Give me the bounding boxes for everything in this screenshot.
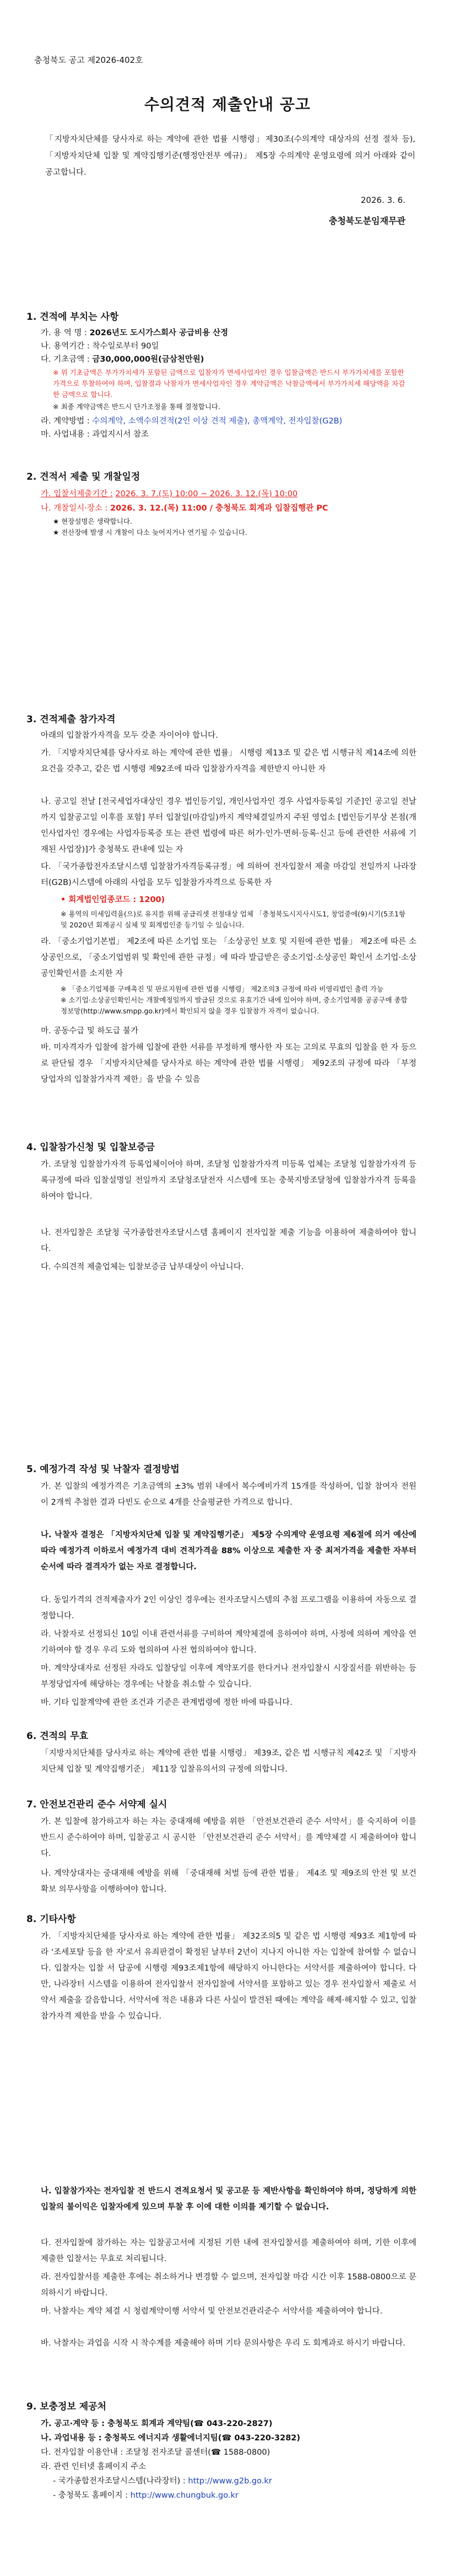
section-8-item-da: 다. 전자입찰에 참가하는 자는 입찰공고서에 지정된 기한 내에 전자입찰서를 제출하여야 하며, 기한 이후에 제출한 입찰서는 무효로 처리됩니다. <box>41 2239 416 2263</box>
section-5-item-ma: 마. 계약상대자로 선정된 자라도 입찰당일 이후에 계약포기를 한다거나 전자입찰시 시장질서를 위반하는 등 부정당업자에 해당하는 경우에는 낙찰을 취소할 수 있습니다. <box>41 1664 416 1689</box>
contact-task: 나. 과업내용 등 : 충청북도 에너지과 생활에너지팀(☎ 043-220-3282) <box>41 2434 301 2443</box>
section-1-item <box>41 340 416 353</box>
section-3-item-ba: 바. 미자격자가 입찰에 참가해 입찰에 관한 서류를 부정하게 행사한 자 또는 고의로 무효의 입찰을 한 자 등으로 판단될 경우 「지방자치단체를 당사자로 하는 계약에 관한 법률 시행령」 제92조의 규정에 따라 「부정당업자의 입찰참가자격 제한」을 받을 수 있음 <box>41 1043 416 1084</box>
price-note: ※ 최종 계약금액은 반드시 단가조정을 통해 결정합니다. <box>53 402 220 411</box>
related-sites: 라. 관련 인터넷 홈페이지 주소 <box>41 2462 147 2471</box>
section-3-item-da: 다. 「국가종합전자조달시스템 입찰참가자격등록규정」에 의하여 전자입찰서 제출 마감일 전일까지 나라장터(G2B)시스템에 아래의 사업을 모두 입찰참가자격으로 등록한 자 <box>41 862 416 887</box>
section-3-item-ra: 라. 「중소기업기본법」 제2조에 따른 소기업 또는 「소상공인 보호 및 지원에 관한 법률」 제2조에 따른 소상공인으로, 「중소기업범위 및 확인에 관한 규정」에 따라 발급받은 중소기업·소상공인 확인서 소기업·소상공인확인서를 소지한 자 <box>41 937 416 978</box>
section-3-note: ※ 용역의 미세입력을(으)로 유지를 위해 공급리셋 전정대상 업체 「충청북도시지사시도1, 창업중에(9)시기(5조1항 및 2020년 회계공시 실체 및 회계법인중 등기일 수 있습니다. <box>61 910 406 929</box>
section-3-heading: 3. 견적제출 참가자격 <box>26 714 116 725</box>
item-value: 수의계약, 소액수의견적(2인 이상 견적 제출), 총액계약, 전자입찰(G2B) <box>92 417 343 426</box>
item-label: 라. 계약방법 : <box>41 417 90 426</box>
section-7-heading: 7. 안전보건관리 준수 서약제 실시 <box>26 1799 167 1810</box>
section-7-item-ga: 가. 본 입찰에 참가하고자 하는 자는 중대재해 예방을 위한 「안전보건관리 준수 서약서」를 숙지하여 이를 반드시 준수하여야 하며, 입찰공고 시 공시한 「안전보건관리 준수 서약서」를 계약체결 시 제출하여야 합니다. <box>41 1817 416 1858</box>
intro-paragraph: 「지방자치단체를 당사자로 하는 계약에 관한 법률 시행령」제30조(수의계약 대상자의 선정 절차 등), 「지방자치단체 입찰 및 계약집행기준(행정안전부 예규)」 제5장 수의계약 운영요령에 의거 아래와 같이 공고합니다. <box>45 135 415 177</box>
section-3-item-na: 나. 공고일 전날 [전국세업자대상인 경우 법인등기일, 개인사업자인 경우 사업자등록일 기준]인 공고일 전날까지 입찰공고일 이후를 포함] 부터 입찰일(마감일)까지 계약체결일까지 주된 영업소 [법인등기부상 본점(개인사업자인 경우에는 사업자등록증 또는 관련 법령에 따른 허가·인가·면허·등록·신고 등에 관련한 서류에 기재된 사업장)]가 충청북도 관내에 있는 자 <box>41 797 416 854</box>
section-2-item <box>41 487 416 501</box>
section-3-item-ga: 가. 「지방자치단체를 당사자로 하는 계약에 관한 법률」 시행령 제13조 및 같은 법 시행규칙 제14조에 의한 요건을 갖추고, 같은 법 시행령 제92조에 따라 입찰참가자격을 제한받지 아니한 자 <box>41 749 416 774</box>
site-label: - 국가종합전자조달시스템(나라장터) : <box>53 2477 186 2486</box>
section-2-heading: 2. 견적서 제출 및 개찰일정 <box>26 471 140 482</box>
section-8-item-ma: 마. 낙찰자는 계약 체결 시 청렴계약이행 서약서 및 안전보건관리준수 서약서를 제출하여야 합니다. <box>41 2307 383 2316</box>
item-value: 과업지시서 참조 <box>92 430 149 439</box>
section-3-item-ma: 마. 공동수급 및 하도급 불가 <box>41 1027 139 1035</box>
item-value: 금30,000,000원(금삼천만원) <box>92 355 204 364</box>
item-label: 마. 사업내용 : <box>41 430 90 439</box>
g2b-link[interactable]: http://www.g2b.go.kr <box>188 2477 272 2486</box>
section-8-item-ba: 바. 낙찰자는 과업을 시작 시 착수계를 제출해야 하며 기타 문의사항은 우리 도 회계과로 하시기 바랍니다. <box>41 2339 406 2348</box>
section-5-item-na: 나. 낙찰자 결정은 「지방자치단체 입찰 및 계약집행기준」 제5장 수의계약 운영요령 제6절에 의거 예산에 따라 예정가격 이하로서 예정가격 대비 견적가격을 88% 이상으로 제출한 자 중 최저가격을 제출한 자부터 순서에 따라 결격자가 없는 자로 결정합니다. <box>41 1531 416 1571</box>
section-3-lead: 아래의 입찰참가자격을 모두 갖춘 자이어야 합니다. <box>41 731 218 740</box>
note: ★ 전산장애 발생 시 개찰이 다소 늦어지거나 연기될 수 있습니다. <box>53 528 247 536</box>
section-1-item <box>41 353 416 366</box>
item-value: 2026. 3. 12.(목) 11:00 / 충청북도 회계과 입찰집행관 PC <box>110 504 328 513</box>
section-4-item-na: 나. 전자입찰은 조달청 국가종합전자조달시스템 홈페이지 전자입찰 제출 기능을 이용하여 제출하여야 합니다. <box>41 1228 416 1253</box>
section-7-item-na: 나. 계약상대자는 중대재해 예방을 위해 「중대재해 처벌 등에 관한 법률」 제4조 및 제9조의 안전 및 보건 확보 의무사항을 이행하여야 합니다. <box>41 1869 416 1894</box>
section-2-item <box>41 502 416 515</box>
item-value: 착수일로부터 90일 <box>92 342 159 351</box>
section-5-item-ba: 바. 기타 입찰계약에 관한 조건과 기준은 관계법령에 정한 바에 따릅니다. <box>41 1698 292 1707</box>
item-value: 2026. 3. 7.(토) 10:00 ~ 2026. 3. 12.(목) 10:00 <box>115 490 298 498</box>
section-4-item-da: 다. 수의견적 제출업체는 입찰보증금 납부대상이 아닙니다. <box>41 1263 244 1271</box>
section-1-heading: 1. 견적에 부치는 사항 <box>26 312 119 323</box>
item-label: 나. 용역기간 : <box>41 342 90 351</box>
page-title: 수의견적 제출안내 공고 <box>144 95 311 114</box>
site-link-row <box>53 2475 272 2488</box>
section-1-item <box>41 428 416 441</box>
item-value: 2026년도 도시가스회사 공급비용 산정 <box>89 329 229 337</box>
section-8-item-ga: 가. 「지방자치단체를 당사자로 하는 계약에 관한 법률」 제32조의5 및 같은 법 시행령 제93조 제1항에 따라 '조세포탈 등을 한 자'로서 유죄판결이 확정된 날부터 2년이 지나지 아니한 자는 입찰에 참여할 수 없습니다. 입찰자는 입찰 서 답공에 시행령 제93조제1항에 해당하지 아니한다는 서약서를 제출하여야 합니다. 다만, 나라장터 시스템을 이용하여 전자입찰서 전자입찰에 서약서를 포함하고 있는 경우 전자입찰서 제출로 서약서 제출을 갈음합니다. 서약서에 적은 내용과 다른 사실이 발견된 때에는 계약을 해제·해지할 수 있고, 입찰 참가자격 제한을 받을 수 있습니다. <box>41 1932 416 2021</box>
section-5-item-da: 다. 동일가격의 견적제출자가 2인 이상인 경우에는 전자조달시스템의 추첨 프로그램을 이용하여 자동으로 결정합니다. <box>41 1596 416 1620</box>
item-label: 나. 개찰일시·장소 : <box>41 504 108 513</box>
document-number: 충청북도 공고 제2026-402호 <box>34 55 143 65</box>
contact-contract: 가. 공고·계약 등 : 충청북도 회계과 계약팀(☎ 043-220-2827) <box>41 2419 273 2428</box>
section-4-item-ga: 가. 조달청 입찰참가자격 등록업체이어야 하며, 조달청 입찰참가자격 미등록 업체는 조달청 입찰참가자격 등록규정에 따라 입찰설명일 전일까지 조달청조달전자 시스템에 또는 충북지방조달청에 입찰참가자격 등록을 하여야 합니다. <box>41 1160 416 1201</box>
section-3-note: ※ 소기업·소상공인확인서는 개찰예정일까지 발급된 것으로 유효기간 내에 있어야 하며, 중소기업제품 공공구매 종합정보망(http://www.smpp.go.kr)에서 확인되지 않을 경우 입찰참가 자격이 없습니다. <box>61 996 408 1015</box>
note: ★ 현장설명은 생략합니다. <box>53 517 132 525</box>
site-label: - 충청북도 홈페이지 : <box>53 2491 128 2500</box>
section-1-item <box>41 326 416 340</box>
chungbuk-link[interactable]: http://www.chungbuk.go.kr <box>130 2491 239 2500</box>
industry-code: • 회계법인업종코드 : 1200) <box>61 895 165 904</box>
section-9-heading: 9. 보충정보 제공처 <box>26 2401 107 2412</box>
vat-note: ※ 위 기초금액은 부가가치세가 포함된 금액으로 입찰자가 면세사업자인 경우 입찰금액은 반드시 부가가치세를 포함한 가격으로 투찰하여야 하며, 입찰결과 낙찰자가 면세사업자인 경우 계약금액은 낙찰금액에서 부가가치세 해당액을 차감한 금액으로 합니다. <box>53 368 405 399</box>
item-label: 가. 입찰서제출기간 : <box>41 490 113 498</box>
item-label: 다. 기초금액 : <box>41 355 90 364</box>
section-8-item-ra: 라. 전자입찰서를 제출한 후에는 취소하거나 변경할 수 없으며, 전자입찰 마감 시간 이후 1588-0800으로 문의하시기 바랍니다. <box>41 2273 416 2298</box>
section-5-heading: 5. 예정가격 작성 및 낙찰자 결정방법 <box>26 1464 180 1475</box>
section-6-body: 「지방자치단체를 당사자로 하는 계약에 관한 법률 시행령」 제39조, 같은 법 시행규칙 제42조 및 「지방자치단체 입찰 및 계약집행기준」 제11장 입찰유의서의 규정에 의합니다. <box>41 1749 416 1774</box>
section-4-heading: 4. 입찰참가신청 및 입찰보증금 <box>26 1142 155 1153</box>
section-5-item-ga: 가. 본 입찰의 예정가격은 기초금액의 ±3% 범위 내에서 복수예비가격 15개를 작성하여, 입찰 참여자 전원이 2개씩 추첨한 결과 다빈도 순으로 4개를 산술평균한 가격으로 합니다. <box>41 1482 416 1507</box>
site-link-row <box>53 2489 239 2502</box>
section-8-item-na: 나. 입찰참가자는 전자입찰 전 반드시 견적요청서 및 공고문 등 제반사항을 확인하여야 하며, 정당하게 의한 입찰의 불이익은 입찰자에게 있으며 투찰 후 이에 대한 이의를 제기할 수 없습니다. <box>41 2187 416 2212</box>
section-8-heading: 8. 기타사항 <box>26 1914 76 1925</box>
section-6-heading: 6. 견적의 무효 <box>26 1731 89 1742</box>
announcement-date: 2026. 3. 6. <box>360 195 405 205</box>
section-3-note: ※ 「중소기업제품 구매촉진 및 판로지원에 관한 법률 시행령」 제2조의3 규정에 따라 비영리법인 출력 가능 <box>61 985 384 993</box>
item-label: 가. 용 역 명 : <box>41 329 87 337</box>
issuer-name: 충청북도분임재무관 <box>328 216 405 226</box>
contact-g2b: 다. 전자입찰 이용안내 : 조달청 전자조달 콜센터(☎ 1588-0800) <box>41 2448 270 2457</box>
section-5-item-ra: 라. 낙찰자로 선정되신 10일 이내 관련서류를 구비하여 계약체결에 응하여야 하며, 사정에 의하여 계약을 연기하여야 할 경우 우리 도와 협의하여 사전 협의하여야 합니다. <box>41 1630 416 1655</box>
section-1-item <box>41 415 416 428</box>
